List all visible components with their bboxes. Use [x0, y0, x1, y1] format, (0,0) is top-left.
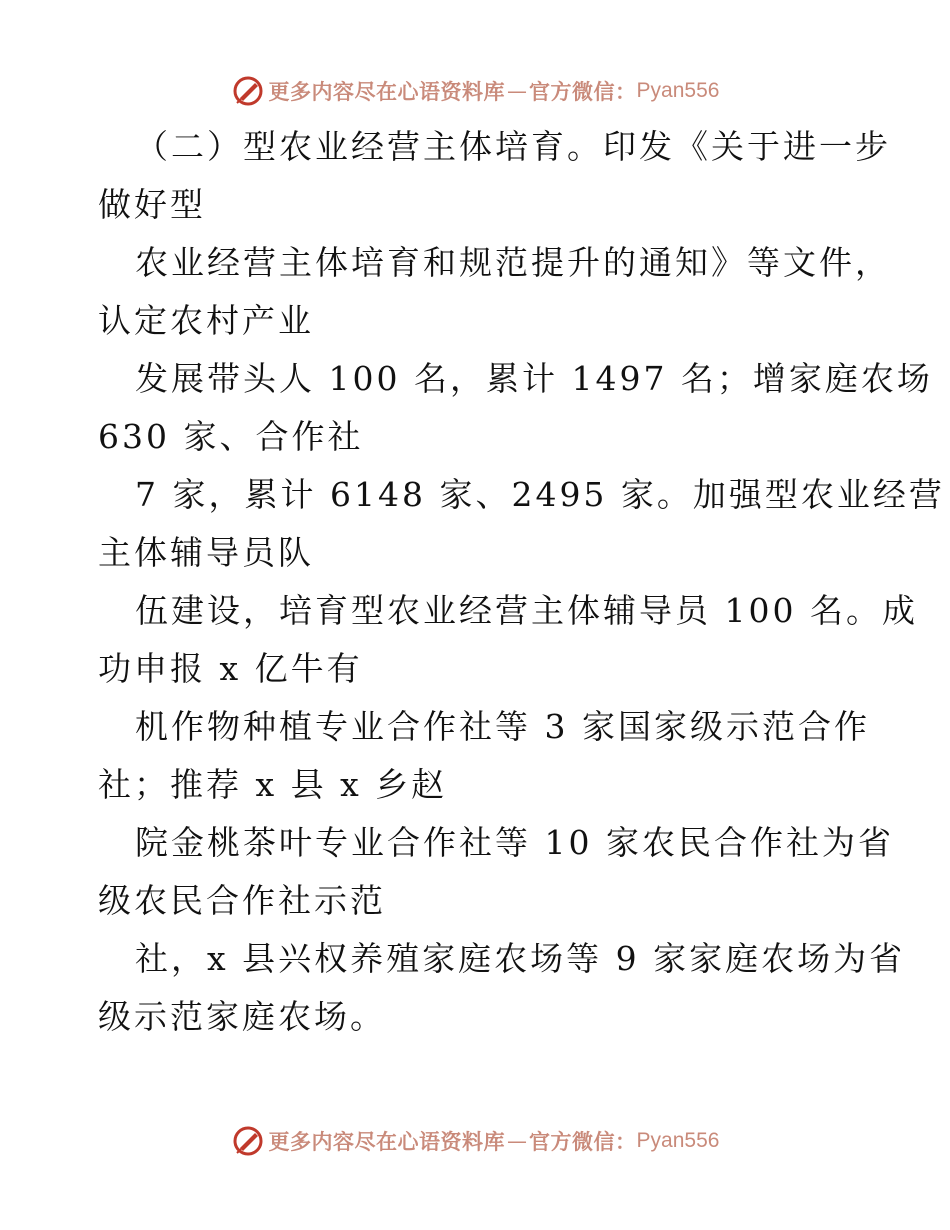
quill-logo-icon — [231, 1124, 265, 1158]
paragraph-line: 伍建设，培育型农业经营主体辅导员 100 名。成 — [135, 591, 918, 630]
paragraph-line: 主体辅导员队 — [98, 533, 314, 572]
watermark-separator: — — [507, 1129, 528, 1153]
paragraph-line: 做好型 — [98, 185, 206, 224]
footer-watermark — [0, 1121, 950, 1161]
paragraph-line: 级农民合作社示范 — [98, 881, 386, 920]
watermark-separator: — — [507, 79, 528, 103]
watermark-account-label: 官方微信： — [529, 1129, 637, 1154]
paragraph-line: 认定农村产业 — [98, 301, 314, 340]
paragraph-line: （二）型农业经营主体培育。印发《关于进一步 — [135, 127, 891, 166]
watermark-text: 更多内容尽在心语资料库 — [268, 79, 506, 104]
paragraph-line: 社；推荐 x 县 x 乡赵 — [98, 765, 448, 804]
paragraph-line: 发展带头人 100 名，累计 1497 名；增家庭农场 — [135, 359, 933, 398]
paragraph-line: 农业经营主体培育和规范提升的通知》等文件， — [135, 243, 891, 282]
watermark-account-id: Pyan556 — [636, 1129, 720, 1152]
watermark-account-label: 官方微信： — [529, 79, 637, 104]
quill-logo-icon — [231, 74, 265, 108]
paragraph-line: 7 家，累计 6148 家、2495 家。加强型农业经营 — [135, 475, 945, 514]
watermark-text: 更多内容尽在心语资料库 — [268, 1129, 506, 1154]
paragraph-line: 630 家、合作社 — [98, 417, 364, 456]
document-body — [98, 118, 945, 1046]
paragraph-line: 级示范家庭农场。 — [98, 997, 386, 1036]
paragraph-line: 社，x 县兴权养殖家庭农场等 9 家家庭农场为省 — [135, 939, 906, 978]
header-watermark — [0, 71, 950, 111]
paragraph-line: 院金桃茶叶专业合作社等 10 家农民合作社为省 — [135, 823, 894, 862]
paragraph-line: 功申报 x 亿牛有 — [98, 649, 363, 688]
paragraph-line: 机作物种植专业合作社等 3 家国家级示范合作 — [135, 707, 870, 746]
watermark-account-id: Pyan556 — [636, 79, 720, 102]
